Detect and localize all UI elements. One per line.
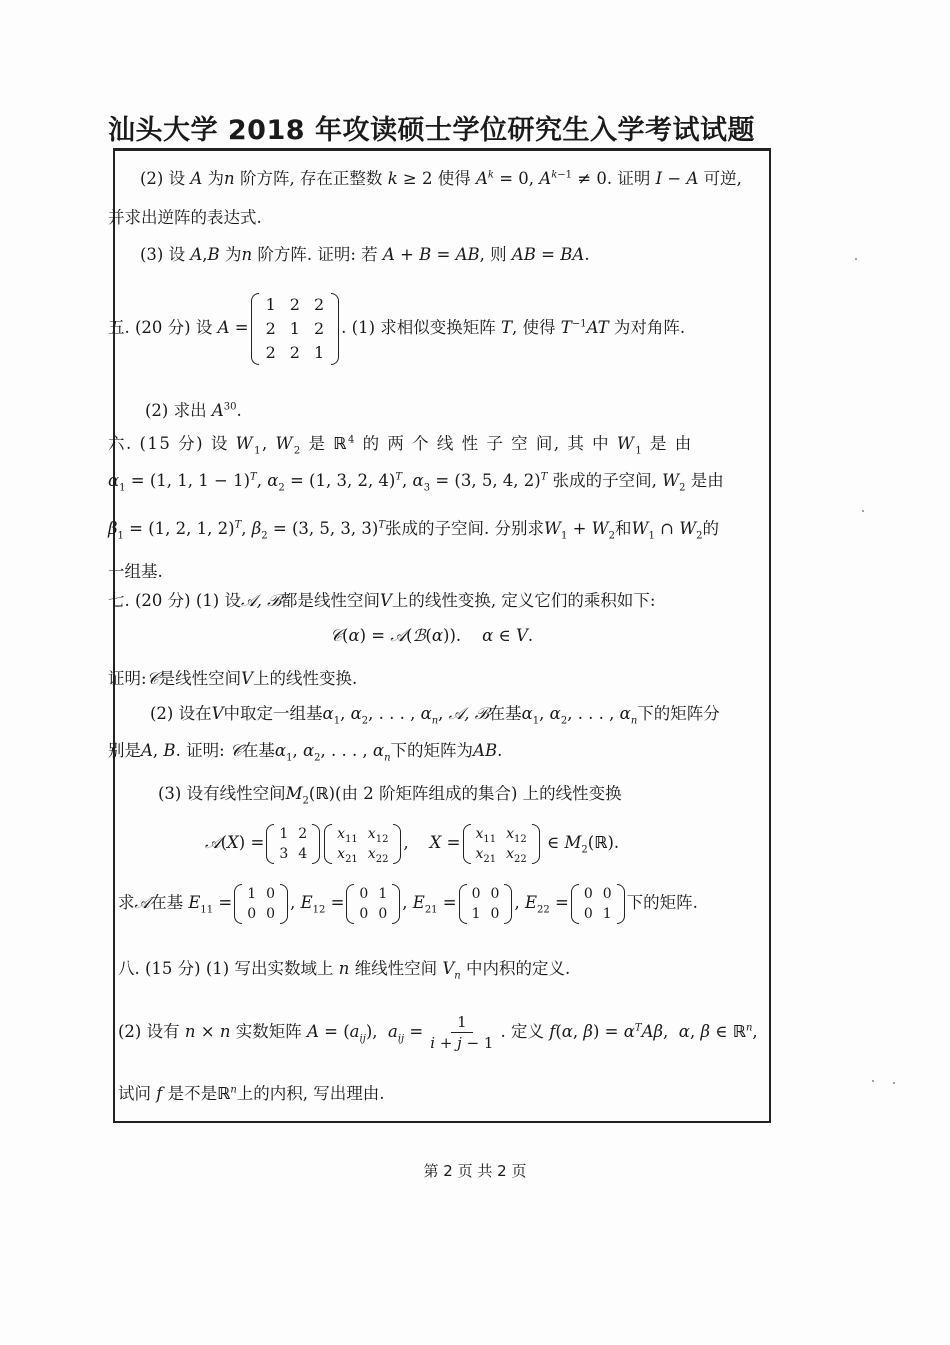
scan-speck: [862, 510, 864, 512]
scan-speck: [855, 258, 857, 260]
matrix-entry: 0: [266, 885, 276, 902]
q8-part2: (2) 设有 n × n 实数矩阵 $A = (a_{ij})$, $a_{ij}$ = $\frac{1}{i + j - 1}$ . 定义 f(α, $\beta) = \alpha^TA\beta$, α, β ∈ ℝ$^n$,: [118, 1013, 758, 1052]
matrix-entry: 0: [583, 885, 593, 902]
q5-statement: 五. (20 分) 设 A = 1 2 2 2 1 2 2 2 1 . (1) 求相似变换矩阵 T, 使得 $T^{-1}AT$ 为对角阵.: [108, 290, 685, 366]
matrix-entry: 0: [602, 885, 612, 902]
matrix-entry: 1: [279, 825, 289, 842]
matrix-entry: 2: [313, 318, 325, 338]
matrix-entry: 3: [279, 845, 289, 862]
matrix-entry: 2: [289, 294, 300, 314]
matrix-entry: 0: [490, 905, 500, 922]
q7-part3: (3) 设有线性空间$M_2(ℝ)$(由 2 阶矩阵组成的集合) 上的线性变换: [158, 784, 622, 807]
matrix-entry: 2: [265, 318, 276, 338]
matrix-entry: 0: [583, 905, 593, 922]
page-number: 第 2 页 共 2 页: [423, 1162, 527, 1180]
q8-question: 试问 f 是不是ℝ$^n$上的内积, 写出理由.: [118, 1084, 385, 1103]
matrix-entry: 0: [359, 905, 369, 922]
matrix-entry: 1: [602, 905, 612, 922]
matrix-entry: 0: [359, 885, 369, 902]
scan-speck: [872, 1080, 874, 1082]
q8-part1: 八. (15 分) (1) 写出实数域上 n 维线性空间 $V_n$ 中内积的定义.: [118, 959, 571, 982]
matrix-entry: 2: [289, 342, 300, 362]
matrix-entry: 1: [265, 294, 276, 314]
matrix-entry: 2: [313, 294, 325, 314]
q7-prove: 证明:𝒞是线性空间V上的线性变换.: [108, 669, 358, 688]
q7-product-def: 𝒞(α) = 𝒜(ℬ(α)). α ∈ V.: [330, 626, 534, 645]
q5-part2: (2) 求出 $A^{30}$.: [145, 401, 242, 420]
q6-line3: $\beta_1 = (1$, 2, 1, 2)$^T$, $\beta_2 = (3$, 5, 3, 3)$^T$张成的子空间. 分别求$W_1 + W_2$和$W_1$ ∩ $W_2$的: [108, 519, 720, 542]
q7-transform: 𝒜(X) = 1 2 3 4 $x_{11}$ $x_{12}$ $x_{21}$ $x_{22}$ , X = $x_{11}$ $x_{12}$ $x_{21}$ $x_{22}$ ∈ $M_2(ℝ)$.: [205, 825, 620, 865]
matrix-entry: 0: [266, 905, 276, 922]
matrix-entry: 0: [471, 885, 481, 902]
matrix-entry: 1: [378, 885, 388, 902]
q4-part2: (2) 设 A 为n 阶方阵, 存在正整数 k ≥ 2 使得 $A^k = 0$, $A^{k-1} \ne 0$. 证明 I − A 可逆,: [140, 169, 742, 188]
q7-ask: 求𝒜在基 $E_{11}$ = 1 0 0 0 , $E_{12}$ = 0 1 0 0 , $E_{21}$ = 0 0 1 0 , $E_{22}$ = 0 0 0 1 下的矩阵.: [118, 885, 698, 922]
q4-part2-cont: 并求出逆阵的表达式.: [108, 208, 262, 227]
matrix-entry: 2: [298, 825, 308, 842]
matrix-entry: 1: [289, 318, 300, 338]
q6-line2: $\alpha_1 = (1$, 1, 1 − 1)$^T$, $\alpha_2 = (1$, 3, 2, 4)$^T$, $\alpha_3 = (3$, 5, 4, 2)$^T$ 张成的子空间, $W_2$ 是由: [108, 471, 724, 494]
matrix-entry: 1: [247, 885, 257, 902]
q6-line4: 一组基.: [108, 562, 163, 581]
matrix-entry: 1: [471, 905, 481, 922]
scan-speck: [893, 1082, 895, 1084]
q7-part2-cont: 别是A, B. 证明: 𝒞在基$\alpha_1$, $\alpha_2$, . . . , $\alpha_n$下的矩阵为AB.: [108, 741, 503, 764]
q4-part3: (3) 设 A,B 为n 阶方阵. 证明: 若 A + B = AB, 则 AB = BA.: [140, 245, 590, 264]
matrix-entry: 0: [490, 885, 500, 902]
matrix-entry: 4: [298, 845, 308, 862]
q7-part2: (2) 设在V中取定一组基$\alpha_1$, $\alpha_2$, . . . , $\alpha_n$, 𝒜, ℬ在基$\alpha_1$, $\alpha_2$, . . . , $\alpha_n$下的矩阵分: [150, 704, 720, 727]
q7-line1: 七. (20 分) (1) 设𝒜, ℬ都是线性空间V上的线性变换, 定义它们的乘积如下:: [108, 591, 656, 610]
matrix-a: [251, 293, 340, 365]
matrix-entry: 0: [247, 905, 257, 922]
matrix-entry: 2: [265, 342, 276, 362]
q6-line1: 六. (15 分) 设 $W_1$, $W_2$ 是 ℝ$^4$ 的 两 个 线 性 子 空 间, 其 中 $W_1$ 是 由: [108, 434, 693, 457]
matrix-entry: 0: [378, 905, 388, 922]
matrix-entry: 1: [313, 342, 325, 362]
page-title: 汕头大学 2018 年攻读硕士学位研究生入学考试试题: [108, 115, 755, 146]
